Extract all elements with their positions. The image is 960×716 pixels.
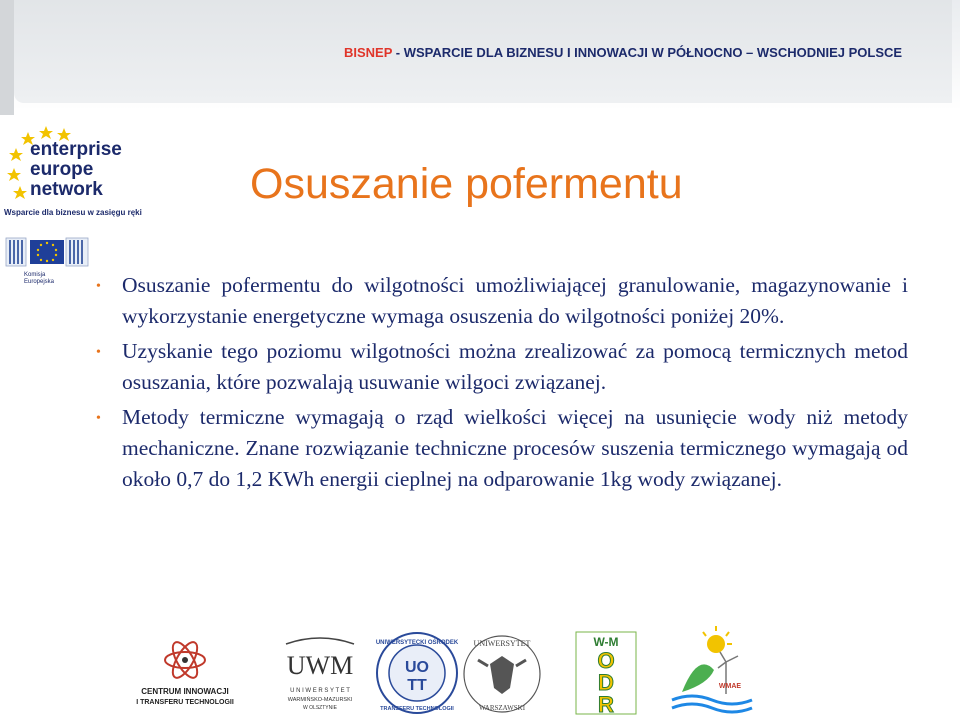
bullet-item — [96, 336, 908, 398]
uott-mark1: UO — [405, 659, 429, 676]
cit-logo — [132, 630, 238, 712]
header-left-strip — [0, 0, 14, 115]
bullet-item — [96, 270, 908, 332]
cit-line1: CENTRUM INNOWACJI — [141, 687, 229, 696]
bullet-text: Metody termiczne wymagają o rząd wielkości więcej na usunięcie wody niż metody mechaniczne. Znane rozwiązanie techniczne procesów suszenia termicznego wymagają od około 0,7 do 1,2 KWh energii cieplnej na odparowanie 1kg wody związanej. — [122, 405, 908, 491]
uwm-mark: UWM — [286, 651, 354, 680]
header-subtitle: - WSPARCIE DLA BIZNESU I INNOWACJI W PÓŁNOCNO – WSCHODNIEJ POLSCE — [392, 45, 903, 60]
uw-bottom: WARSZAWSKI — [478, 704, 526, 712]
ec-label-line2: Europejska — [24, 279, 55, 285]
cit-line2: I TRANSFERU TECHNOLOGII — [136, 699, 234, 706]
uott-mark2: TT — [407, 677, 427, 694]
wmodr-line1: W-M — [593, 635, 619, 649]
uwm-logo — [268, 630, 372, 714]
bullet-dot-icon: • — [96, 345, 101, 360]
wmodr-line2: O — [597, 648, 615, 673]
uwm-line2: WARMIŃSKO-MAZURSKI — [287, 697, 353, 703]
bullet-dot-icon: • — [96, 411, 101, 426]
een-line-enterprise: enterprise — [30, 139, 122, 160]
bullet-item — [96, 402, 908, 495]
wmae-logo — [668, 622, 754, 716]
wmodr-line4: R — [598, 692, 614, 716]
uott-top: UNIWERSYTECKI OŚRODEK — [375, 640, 459, 646]
wmodr-logo — [574, 630, 638, 716]
bullet-text: Uzyskanie tego poziomu wilgotności można zrealizować za pomocą termicznych metod osuszania, które pozwalają usuwanie wilgoci związanej. — [122, 339, 908, 394]
wmodr-line3: D — [598, 670, 614, 695]
een-tagline: Wsparcie dla biznesu w zasięgu ręki — [4, 208, 142, 217]
uott-logo — [372, 630, 462, 716]
uw-top: UNIWERSYTET — [473, 639, 531, 648]
uott-bottom: TRANSFERU TECHNOLOGII — [380, 706, 454, 712]
ec-label — [24, 272, 54, 286]
ec-label-line1: Komisja — [24, 272, 46, 278]
wmae-label: WMAE — [718, 683, 742, 690]
bullet-dot-icon: • — [96, 279, 101, 294]
uwm-line1: U N I W E R S Y T E T — [290, 688, 350, 694]
een-wordmark — [30, 140, 122, 200]
bullet-list — [96, 270, 908, 499]
header-text — [344, 45, 902, 60]
uwm-line3: W OLSZTYNIE — [303, 705, 337, 711]
slide-title: Osuszanie pofermentu — [250, 160, 683, 208]
een-line-network: network — [30, 179, 103, 200]
uw-logo — [462, 630, 542, 716]
header-brand: BISNEP — [344, 45, 393, 60]
een-line-europe: europe — [30, 159, 94, 180]
bullet-text: Osuszanie pofermentu do wilgotności umożliwiającej granulowanie, magazynowanie i wykorzystanie energetyczne wymaga osuszenia do wilgotności poniżej 20%. — [122, 273, 908, 328]
